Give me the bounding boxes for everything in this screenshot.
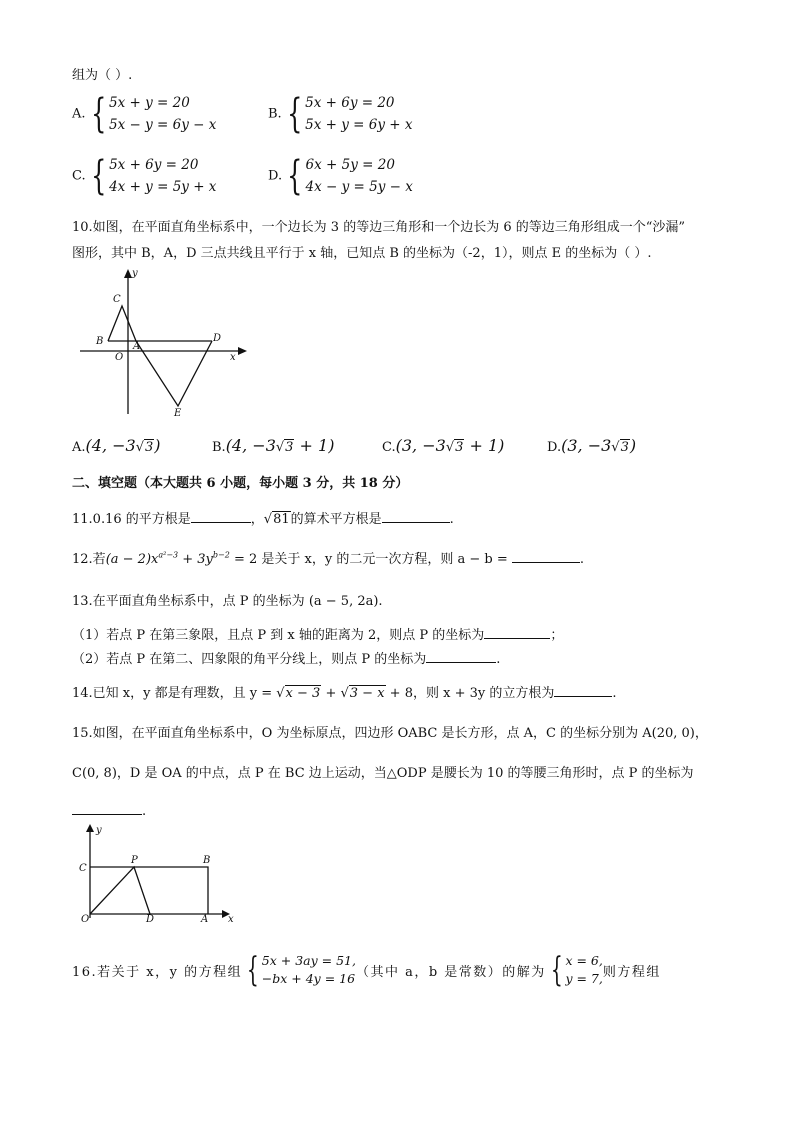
- equation: 6x + 5y = 20: [305, 157, 395, 173]
- q9-option-b[interactable]: B. { 5x + 6y = 20 5x + y = 6y + x: [268, 91, 413, 137]
- q15-stem-line2: C(0, 8)，D 是 OA 的中点，点 P 在 BC 边上运动，当△ODP 是腰长为 10 的等腰三角形时，点 P 的坐标为: [72, 766, 694, 781]
- label-o: O: [81, 914, 90, 924]
- answer-blank[interactable]: [484, 624, 550, 639]
- q13-part2: （2）若点 P 在第二、四象限的角平分线上，则点 P 的坐标为 .: [72, 648, 500, 667]
- answer-blank[interactable]: [191, 508, 251, 523]
- label-e: E: [174, 408, 182, 419]
- q9-option-c[interactable]: C. { 5x + 6y = 20 4x + y = 5y + x: [72, 153, 217, 199]
- equation: 4x − y = 5y − x: [305, 179, 413, 195]
- option-label: B.: [268, 106, 282, 122]
- q10-option-c[interactable]: C.(3, −3√3 + 1): [382, 436, 505, 455]
- q10-stem-line2: 图形，其中 B，A，D 三点共线且平行于 x 轴，已知点 B 的坐标为（-2，1），则点 E 的坐标为（ ）.: [72, 246, 652, 261]
- label-y: y: [96, 825, 102, 836]
- label-a: A: [201, 914, 209, 924]
- option-label: C.: [72, 168, 86, 184]
- q10-option-a[interactable]: A.(4, −3√3): [72, 436, 161, 455]
- equation: 5x + y = 6y + x: [305, 117, 413, 133]
- q13-stem: 13.在平面直角坐标系中，点 P 的坐标为 (a − 5, 2a).: [72, 594, 383, 609]
- label-x: x: [230, 352, 236, 363]
- y-axis-arrow: [124, 269, 132, 278]
- label-d: D: [213, 333, 222, 344]
- q13-part1: （1）若点 P 在第三象限，且点 P 到 x 轴的距离为 2，则点 P 的坐标为 ；: [72, 624, 563, 643]
- q15-answer-line: .: [72, 800, 146, 819]
- label-c: C: [113, 294, 121, 305]
- q9-option-a[interactable]: A. { 5x + y = 20 5x − y = 6y − x: [72, 91, 217, 137]
- answer-blank[interactable]: [554, 682, 612, 697]
- label-o: O: [115, 352, 124, 363]
- equation: 5x + y = 20: [108, 95, 190, 111]
- equation: 5x + 6y = 20: [109, 157, 199, 173]
- section-title: 二、填空题（本大题共 6 小题，每小题 3 分，共 18 分）: [72, 476, 409, 491]
- q15-stem-line1: 15.如图，在平面直角坐标系中，O 为坐标原点，四边形 OABC 是长方形，点 A，C 的坐标分别为 A(20, 0)，: [72, 726, 708, 741]
- answer-blank[interactable]: [512, 548, 580, 563]
- q15-figure: [72, 822, 242, 924]
- answer-blank[interactable]: [382, 508, 450, 523]
- label-p: P: [131, 855, 138, 866]
- x-axis-arrow: [238, 347, 247, 355]
- q9-option-d[interactable]: D. { 6x + 5y = 20 4x − y = 5y − x: [268, 153, 413, 199]
- label-c: C: [79, 863, 87, 874]
- answer-blank[interactable]: [72, 800, 142, 815]
- q9-stem-tail: 组为（ ）.: [72, 68, 133, 83]
- label-b: B: [96, 336, 104, 347]
- q12: 12.若$(a - 2)x^{a^2-3} + 3y^{b-2} = 2$ 是关于 x，y 的二元一次方程，则 a − b = .: [72, 548, 584, 567]
- answer-blank[interactable]: [426, 648, 496, 663]
- equation: 5x − y = 6y − x: [108, 117, 217, 133]
- equation: 5x + 6y = 20: [305, 95, 395, 111]
- q10-figure: [72, 262, 252, 422]
- q10-option-d[interactable]: D.(3, −3√3): [547, 436, 637, 455]
- option-label: A.: [72, 106, 86, 122]
- q10-stem-line1: 10.如图，在平面直角坐标系中，一个边长为 3 的等边三角形和一个边长为 6 的等边三角形组成一个“沙漏”: [72, 220, 686, 235]
- label-x: x: [228, 914, 234, 924]
- option-label: D.: [268, 168, 283, 184]
- rectangle-edges: [90, 867, 208, 914]
- q16: 16.若关于 x，y 的方程组 { 5x + 3ay = 51, −bx + 4y = 16 （其中 a，b 是常数）的解为 { x = 6, y = 7, 则方程组: [72, 950, 661, 990]
- q10-option-b[interactable]: B.(4, −3√3 + 1): [212, 436, 335, 455]
- y-axis-arrow: [86, 824, 94, 832]
- triangle-odp: [90, 867, 150, 914]
- label-y: y: [132, 268, 138, 279]
- label-d: D: [146, 914, 155, 924]
- label-b: B: [203, 855, 211, 866]
- q14: 14.已知 x，y 都是有理数，且 y = √x − 3 + √3 − x + 8，则 x + 3y 的立方根为 .: [72, 682, 617, 701]
- q11: 11.0.16 的平方根是 ，√81的算术平方根是 .: [72, 508, 454, 527]
- label-a: A: [133, 341, 141, 352]
- equation: 4x + y = 5y + x: [109, 179, 217, 195]
- small-triangle: [108, 306, 136, 341]
